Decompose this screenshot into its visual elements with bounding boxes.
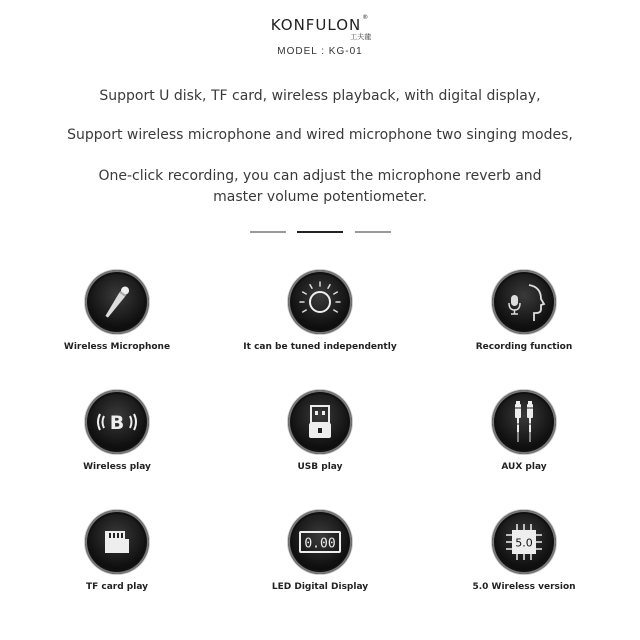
feature-usb-play <box>220 390 420 472</box>
page-indicator-2-active[interactable] <box>297 231 343 233</box>
description-line-4: master volume potentiometer. <box>213 189 427 205</box>
feature-label: 5.0 Wireless version <box>472 582 576 592</box>
feature-wireless-version <box>424 510 624 592</box>
page-indicator-3[interactable] <box>355 231 391 233</box>
brand-logo-chinese: 工夫龍 <box>350 33 372 41</box>
feature-label: Wireless Microphone <box>63 342 171 352</box>
usb-icon <box>288 390 352 454</box>
recording-voice-icon <box>492 270 556 334</box>
feature-wireless-play <box>17 390 217 472</box>
bluetooth-letter: B <box>109 412 125 434</box>
led-display-icon <box>288 510 352 574</box>
registered-mark: ® <box>362 14 370 21</box>
feature-label: It can be tuned independently <box>243 342 397 352</box>
bluetooth-signal-icon <box>85 390 149 454</box>
brand-logo <box>270 14 372 41</box>
description-line-2: Support wireless microphone and wired microphone two singing modes, <box>67 127 573 143</box>
brand-header <box>0 14 640 41</box>
feature-led-display <box>220 510 420 592</box>
description-line-3: One-click recording, you can adjust the microphone reverb and <box>98 168 542 184</box>
feature-recording <box>424 270 624 352</box>
feature-label: TF card play <box>85 582 149 592</box>
feature-tf-card-play <box>17 510 217 592</box>
tf-card-icon <box>85 510 149 574</box>
description-line-1: Support U disk, TF card, wireless playback, with digital display, <box>99 88 541 104</box>
feature-wireless-microphone <box>17 270 217 352</box>
feature-independent-tuning <box>220 270 420 352</box>
feature-label: LED Digital Display <box>271 582 369 592</box>
chip-icon <box>492 510 556 574</box>
feature-label: AUX play <box>501 462 547 472</box>
feature-label: Wireless play <box>83 462 151 472</box>
feature-label: Recording function <box>475 342 573 352</box>
tuning-knob-icon <box>288 270 352 334</box>
aux-cable-icon <box>492 390 556 454</box>
page-indicator-1[interactable] <box>250 231 286 233</box>
model-number: MODEL : KG-01 <box>277 46 363 57</box>
feature-label: USB play <box>297 462 343 472</box>
led-readout: 0.00 <box>304 536 336 552</box>
brand-logo-text: KONFULON <box>270 16 362 34</box>
microphone-icon <box>85 270 149 334</box>
feature-aux-play <box>424 390 624 472</box>
chip-version-text: 5.0 <box>515 536 533 550</box>
